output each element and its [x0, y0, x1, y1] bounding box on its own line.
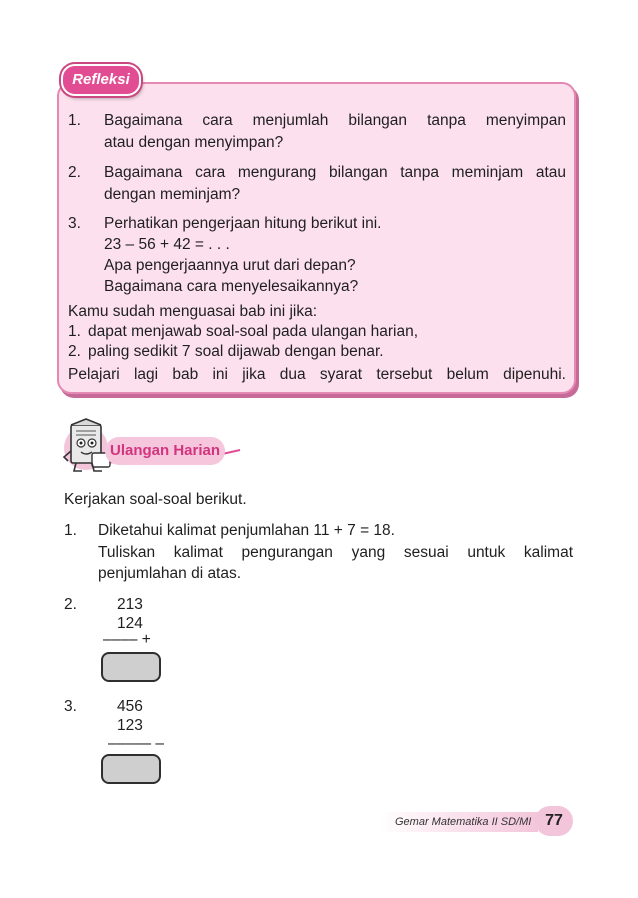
q3-bottom-number: 123 — [117, 717, 143, 734]
book-title: Gemar Matematika II SD/MI — [395, 816, 532, 828]
q2-number: 2. — [64, 596, 77, 613]
q2-answer-box[interactable] — [101, 652, 161, 682]
ulangan-harian-title: Ulangan Harian — [105, 437, 225, 465]
q3-subtraction-rule: ––––– – — [108, 735, 165, 752]
q2-bottom-number: 124 — [117, 615, 143, 632]
q2-top-number: 213 — [117, 596, 143, 613]
reflection-q3-number: 3. — [68, 215, 81, 232]
q3-number: 3. — [64, 698, 77, 715]
reflection-q2-number: 2. — [68, 164, 81, 181]
reflection-q2-line1: Bagaimana cara mengurang bilangan tanpa meminjam atau — [104, 164, 566, 181]
q1-line1: Diketahui kalimat penjumlahan 11 + 7 = 18. — [98, 522, 395, 539]
q3-answer-box[interactable] — [101, 754, 161, 784]
reflection-q2-line2: dengan meminjam? — [104, 186, 241, 203]
reflection-q3-line2: 23 – 56 + 42 = . . . — [104, 236, 230, 253]
refleksi-tab: Refleksi — [61, 64, 141, 96]
q3-top-number: 456 — [117, 698, 143, 715]
criteria-1-number: 1. — [68, 323, 81, 340]
criteria-2-text: paling sedikit 7 soal dijawab dengan benar. — [88, 343, 384, 360]
q1-line2: Tuliskan kalimat pengurangan yang sesuai untuk kalimat — [98, 544, 573, 561]
q1-line3: penjumlahan di atas. — [98, 565, 242, 582]
mastery-intro: Kamu sudah menguasai bab ini jika: — [68, 303, 318, 320]
reflection-q1-line1: Bagaimana cara menjumlah bilangan tanpa menyimpan — [104, 112, 566, 129]
q1-number: 1. — [64, 522, 77, 539]
reflection-q3-line4: Bagaimana cara menyelesaikannya? — [104, 278, 359, 295]
criteria-1-text: dapat menjawab soal-soal pada ulangan harian, — [88, 323, 419, 340]
instruction: Kerjakan soal-soal berikut. — [64, 491, 247, 508]
q2-addition-rule: –––– + — [103, 631, 151, 648]
reflection-q1-line2: atau dengan menyimpan? — [104, 134, 284, 151]
closing-note: Pelajari lagi bab ini jika dua syarat tersebut belum dipenuhi. — [68, 366, 566, 383]
criteria-2-number: 2. — [68, 343, 81, 360]
reflection-q1-number: 1. — [68, 112, 81, 129]
reflection-q3-line3: Apa pengerjaannya urut dari depan? — [104, 257, 356, 274]
reflection-q3-line1: Perhatikan pengerjaan hitung berikut ini. — [104, 215, 382, 232]
page-number: 77 — [535, 806, 573, 836]
